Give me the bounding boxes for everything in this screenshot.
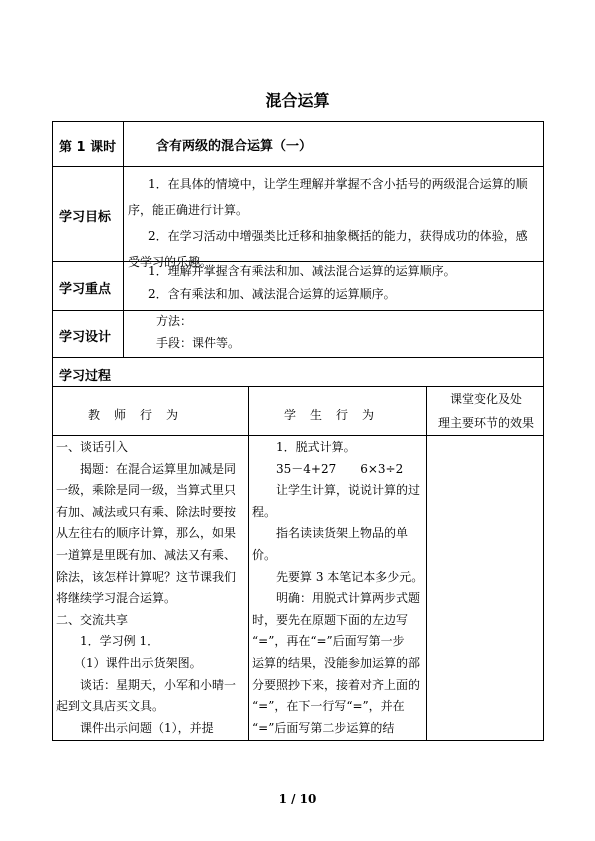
row-divider	[52, 357, 544, 358]
notes-column-header	[432, 387, 540, 435]
student-line: 让学生计算，说说计算的过	[252, 483, 421, 498]
student-line: 35－4+27 6×3÷2	[252, 461, 404, 476]
student-line: 先要算 3 本笔记本多少元。	[252, 569, 424, 584]
student-column-header: 学生行为	[284, 408, 389, 422]
lesson-name: 含有两级的混合运算（一）	[156, 139, 313, 154]
teacher-column-header: 教师行为	[88, 408, 193, 422]
teacher-line: 课件出示问题（1），并提	[56, 720, 214, 735]
table-border-top	[52, 121, 544, 122]
teacher-line: （1）课件出示货架图。	[56, 655, 202, 670]
page-title: 混合运算	[265, 91, 330, 110]
row-divider	[52, 166, 544, 167]
teacher-line: 有加、减法或只有乘、除法时要按	[56, 504, 237, 519]
student-line: 明确：用脱式计算两步式题	[252, 591, 421, 606]
student-line: “=”，再在“=”后面写第一步	[252, 634, 405, 649]
teacher-line: 揭题：在混合运算里加减是同	[56, 461, 237, 476]
teacher-line: 二、交流共享	[56, 612, 129, 627]
teacher-line: 将继续学习混合运算。	[56, 591, 177, 606]
lesson-plan-table	[52, 121, 544, 741]
design-label: 学习设计	[59, 330, 112, 345]
teacher-column	[56, 437, 246, 739]
teacher-line: 一级，乘除是同一级，当算式里只	[56, 483, 237, 498]
table-border-right	[543, 121, 544, 741]
student-line: “=”，在下一行写“=”，并在	[252, 699, 405, 714]
teacher-line: 一、谈话引入	[56, 440, 129, 454]
teacher-line: 1．学习例 1．	[56, 634, 160, 649]
process-label: 学习过程	[59, 369, 112, 384]
design-line: 手段：课件等。	[156, 336, 241, 350]
goals-line: 受学习的乐趣。	[128, 255, 213, 269]
teacher-line: 除法，该怎样计算呢？这节课我们	[56, 569, 237, 584]
teacher-line: 起到文具店买文具。	[56, 699, 165, 714]
page-number: 1 / 10	[278, 792, 317, 806]
student-line: 指名读读货架上物品的单	[252, 526, 409, 541]
student-line: 时，要先在原题下面的左边写	[252, 612, 409, 627]
student-line: 运算的结果，没能参加运算的部	[252, 655, 421, 670]
column-divider	[248, 386, 249, 741]
student-line: 1．脱式计算。	[252, 440, 356, 454]
student-line: 程。	[252, 504, 277, 519]
goals-line: 1．在具体的情境中，让学生理解并掌握不含小括号的两级混合运算的顺	[148, 177, 528, 191]
notes-header-line: 理主要环节的效果	[437, 416, 534, 430]
focus-line: 1．理解并掌握含有乘法和加、减法混合运算的运算顺序。	[148, 264, 456, 278]
design-text	[156, 310, 536, 354]
notes-header-line: 课堂变化及处	[449, 392, 522, 406]
student-column	[252, 437, 424, 739]
goals-line: 2．在学习活动中增强类比迁移和抽象概括的能力，获得成功的体验，感	[148, 229, 528, 243]
design-line: 方法：	[156, 314, 193, 328]
teacher-line: 一道算是里既有加、减法又有乘、	[56, 547, 237, 562]
teacher-line: 谈话：星期天，小军和小晴一	[56, 677, 237, 692]
goals-label: 学习目标	[59, 210, 112, 225]
table-border-left	[52, 121, 53, 741]
row-divider	[52, 435, 544, 436]
focus-label: 学习重点	[59, 282, 112, 297]
teacher-line: 从左往右的顺序计算，那么，如果	[56, 526, 237, 541]
focus-text	[148, 260, 538, 306]
lesson-label: 第 1 课时	[59, 140, 117, 155]
column-divider	[426, 386, 427, 741]
student-line: 价。	[252, 547, 277, 562]
student-line: “=”后面写第二步运算的结	[252, 720, 395, 735]
focus-line: 2．含有乘法和加、减法混合运算的运算顺序。	[148, 287, 396, 301]
table-border-bottom	[52, 740, 544, 741]
label-column-divider	[123, 121, 124, 358]
goals-line: 序，能正确进行计算。	[128, 203, 249, 217]
student-line: 分要照抄下来，接着对齐上面的	[252, 677, 421, 692]
